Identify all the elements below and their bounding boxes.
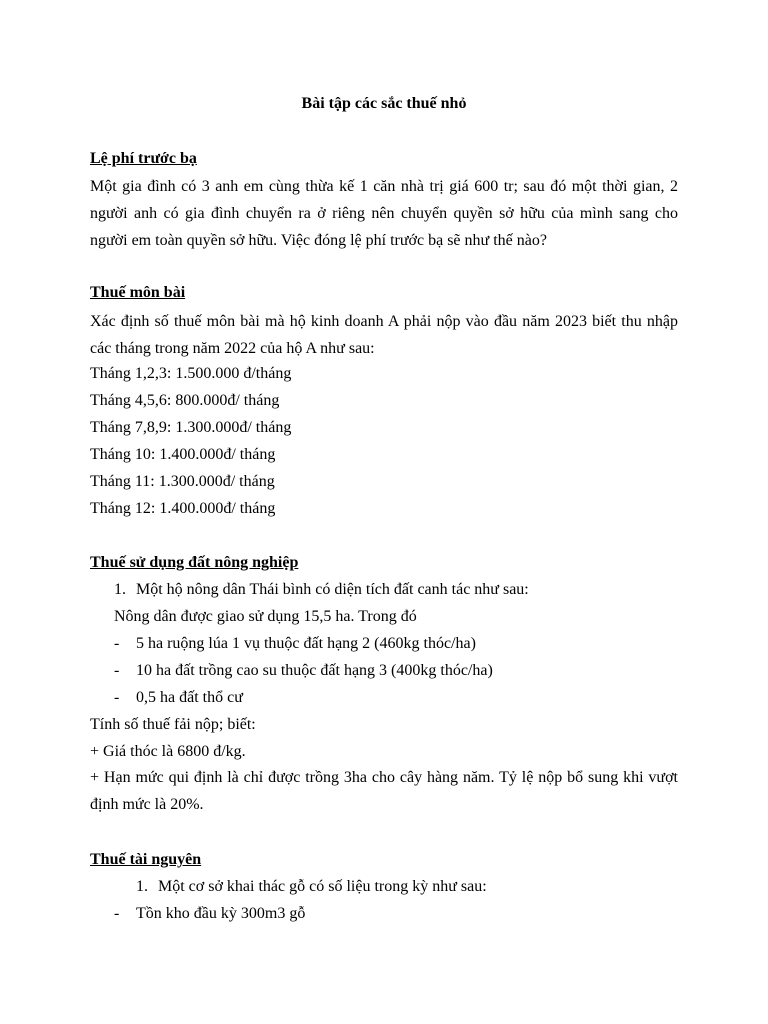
section-heading-le-phi-truoc-ba: Lệ phí trước bạ: [90, 150, 197, 167]
section-paragraph: Một gia đình có 3 anh em cùng thừa kế 1 căn nhà trị giá 600 tr; sau đó một thời gian, 2 người anh có gia đình chuyển ra ở riêng nên chuyển quyền sở hữu của mình sang cho người em toàn quyền sở hữu. Việc đóng lệ phí trước bạ sẽ như thế nào?: [90, 178, 678, 249]
section-heading-thue-tai-nguyen: Thuế tài nguyên: [90, 851, 202, 868]
income-line: Tháng 7,8,9: 1.300.000đ/ tháng: [90, 419, 292, 436]
section-paragraph: Xác định số thuế môn bài mà hộ kinh doanh A phải nộp vào đầu năm 2023 biết thu nhập các tháng trong năm 2022 của hộ A như sau:: [90, 313, 678, 357]
numbered-item: Một cơ sở khai thác gỗ có số liệu trong kỳ như sau:: [158, 878, 487, 895]
text-line: Tính số thuế fải nộp; biết:: [90, 716, 256, 733]
numbered-item: Một hộ nông dân Thái bình có diện tích đất canh tác như sau:: [136, 581, 529, 598]
income-line: Tháng 4,5,6: 800.000đ/ tháng: [90, 392, 280, 409]
bullet-item: Tồn kho đầu kỳ 300m3 gỗ: [136, 905, 306, 922]
income-line: Tháng 10: 1.400.000đ/ tháng: [90, 446, 276, 463]
text-line: + Giá thóc là 6800 đ/kg.: [90, 743, 246, 760]
bullet-dash: -: [114, 635, 120, 652]
income-line: Tháng 1,2,3: 1.500.000 đ/tháng: [90, 365, 292, 382]
bullet-dash: -: [114, 689, 120, 706]
section-heading-thue-mon-bai: Thuế môn bài: [90, 284, 186, 301]
bullet-dash: -: [114, 662, 120, 679]
sub-line: Nông dân được giao sử dụng 15,5 ha. Trong đó: [114, 608, 417, 625]
document-title: Bài tập các sắc thuế nhỏ: [301, 95, 467, 112]
bullet-item: 0,5 ha đất thổ cư: [136, 689, 243, 706]
bullet-item: 5 ha ruộng lúa 1 vụ thuộc đất hạng 2 (460kg thóc/ha): [136, 635, 476, 652]
list-number: 1.: [114, 581, 126, 598]
bullet-item: 10 ha đất trồng cao su thuộc đất hạng 3 (400kg thóc/ha): [136, 662, 493, 679]
bullet-dash: -: [114, 905, 120, 922]
income-line: Tháng 12: 1.400.000đ/ tháng: [90, 500, 276, 517]
section-paragraph: + Hạn mức qui định là chỉ được trồng 3ha cho cây hàng năm. Tỷ lệ nộp bổ sung khi vượt định mức là 20%.: [90, 769, 678, 813]
section-heading-thue-su-dung-dat: Thuế sử dụng đất nông nghiệp: [90, 554, 299, 571]
income-line: Tháng 11: 1.300.000đ/ tháng: [90, 473, 275, 490]
list-number: 1.: [136, 878, 148, 895]
